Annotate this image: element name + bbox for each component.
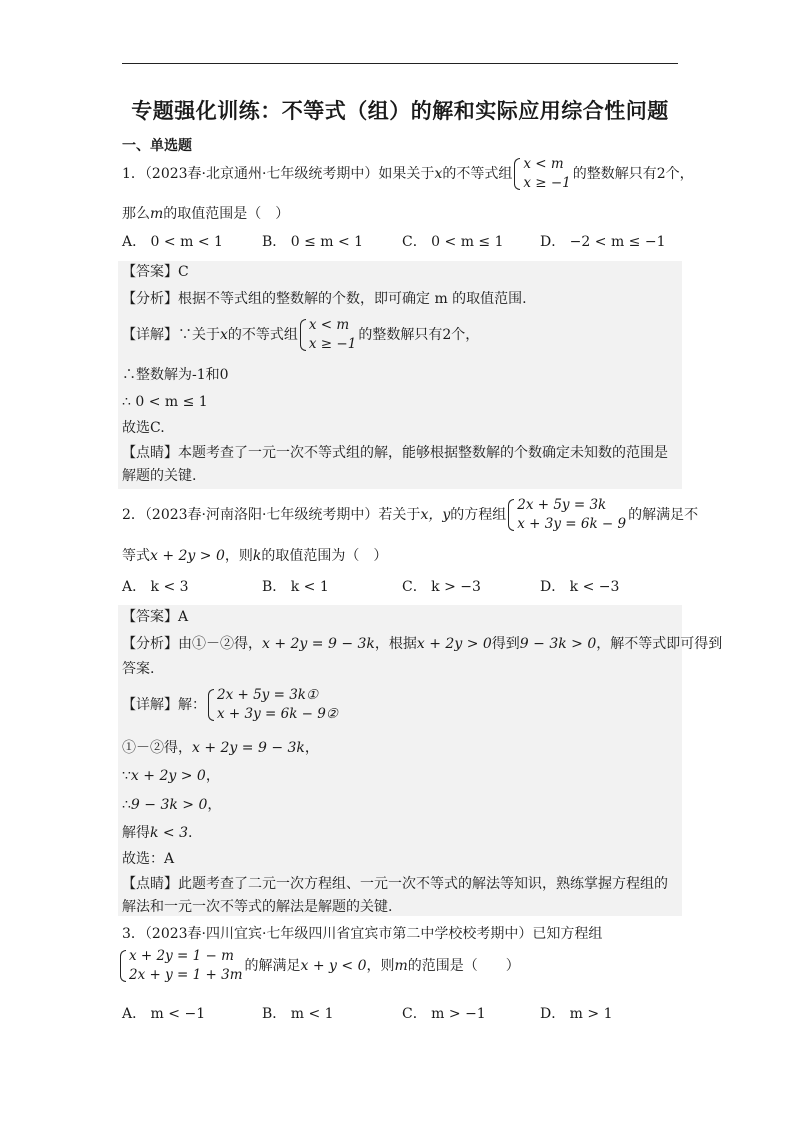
q2-expression: x + 2y > 0: [416, 636, 492, 652]
q2-detail: [122, 685, 340, 725]
q2-analysis-part: ，根据: [374, 636, 417, 652]
question-3-stem-line-2: [118, 946, 520, 986]
q2-equation-system: [508, 496, 626, 534]
q1-system-line-2: x ≥ −1: [308, 336, 357, 352]
q3-system-line-1: x + 2y = 1 − m: [129, 948, 234, 964]
q1-detail-system: [300, 316, 356, 354]
q2-analysis-line-1: [122, 634, 722, 654]
q2-step-part: ，: [207, 797, 222, 813]
q1-system-line-1: x < m: [523, 156, 564, 172]
q2-expression: 9 − 3k > 0: [130, 797, 208, 813]
q1-stem-part: 的整数解只有2个，: [572, 166, 694, 182]
q3-inequality: x + y < 0: [300, 958, 367, 974]
q2-comment-line-1: 【点睛】此题考查了二元一次方程组、一元一次不等式的解法等知识，熟练掌握方程组的: [122, 876, 668, 892]
q1-detail-part: 的整数解只有2个，: [358, 327, 480, 343]
q2-expression: x + 2y > 0: [130, 768, 206, 784]
q2-step-part: .: [188, 825, 193, 841]
question-1-stem: [122, 155, 694, 193]
q2-detail-system: [208, 686, 338, 724]
question-1-stem-line-2: [122, 204, 289, 224]
q3-option-b[interactable]: B． m < 1: [262, 1006, 334, 1022]
q1-variable: x: [220, 327, 228, 343]
q2-analysis-line-2: 答案.: [122, 661, 155, 677]
q2-inequality: x + 2y > 0: [150, 548, 225, 564]
q1-detail-part: 的不等式组: [227, 327, 298, 343]
q3-option-d[interactable]: D． m > 1: [540, 1006, 613, 1022]
q2-stem-part: ，则: [224, 548, 253, 564]
q2-stem-part: 的方程组: [450, 507, 507, 523]
q1-stem-part: 1．（2023春·北京通州·七年级统考期中）如果关于: [122, 166, 435, 182]
q2-step-part: ，: [304, 740, 319, 756]
q3-system-line-2: 2x + y = 1 + 3m: [129, 967, 243, 983]
q1-variable: x: [434, 166, 443, 182]
q2-step-1: [122, 738, 319, 758]
q1-option-b[interactable]: B． 0 ≤ m < 1: [262, 234, 364, 250]
q1-detail-part: 【详解】∵关于: [122, 327, 220, 343]
q2-expression: 9 − 3k > 0: [519, 636, 597, 652]
q2-step-part: ①－②得，: [122, 740, 192, 756]
q1-stem-part: 的不等式组: [442, 166, 513, 182]
q2-answer: 【答案】A: [122, 609, 189, 625]
q2-step-4: [122, 823, 192, 843]
q2-step-3: [122, 795, 221, 815]
q2-system-line-1: 2x + 5y = 3k: [517, 497, 607, 513]
q3-stem-part: 的范围是（ ）: [407, 958, 520, 974]
question-2-stem-line-2: [122, 546, 387, 566]
q2-expression: x + 2y = 9 − 3k: [262, 636, 375, 652]
q2-option-c[interactable]: C． k > −3: [402, 579, 481, 595]
q1-option-a[interactable]: A． 0 < m < 1: [122, 234, 223, 250]
q1-answer: 【答案】C: [122, 264, 189, 280]
q1-step-2: ∴ 0 < m ≤ 1: [122, 394, 208, 410]
q2-stem-part: 的取值范围为（ ）: [261, 548, 388, 564]
q3-variable: m: [394, 958, 408, 974]
q1-detail: [122, 316, 479, 354]
q2-analysis-part: ，解不等式即可得到: [596, 636, 723, 652]
q2-analysis-part: 【分析】由①－②得，: [122, 636, 262, 652]
q2-step-part: 解得: [122, 825, 150, 841]
q2-stem-part: 的解满足不: [628, 507, 699, 523]
q1-comment-line-1: 【点睛】本题考查了一元一次不等式组的解，能够根据整数解的个数确定未知数的范围是: [122, 445, 668, 461]
q3-stem-part: ，则: [366, 958, 395, 974]
q2-comment-line-2: 解法和一元一次不等式的解法是解题的关键.: [122, 899, 393, 915]
q2-stem-part: 2．（2023春·河南洛阳·七年级统考期中）若关于: [122, 507, 421, 523]
q2-system-line-2: x + 3y = 6k − 9: [517, 516, 627, 532]
q2-option-d[interactable]: D． k < −3: [540, 579, 620, 595]
q3-option-a[interactable]: A． m < −1: [122, 1006, 206, 1022]
section-heading: 一、单选题: [122, 138, 192, 154]
q2-detail-part: 【详解】解：: [122, 697, 206, 713]
q2-detail-system-line-1: 2x + 5y = 3k①: [217, 687, 319, 703]
q1-step-3: 故选C.: [122, 420, 165, 436]
q1-step-1: ∴整数解为-1和0: [122, 367, 229, 383]
q1-system-line-1: x < m: [308, 317, 350, 333]
q1-stem-part: 的取值范围是（ ）: [163, 206, 290, 222]
q2-variable: k: [252, 548, 262, 564]
q1-comment-line-2: 解题的关键.: [122, 468, 197, 484]
q3-equation-system: [120, 947, 243, 985]
q2-stem-part: 等式: [122, 548, 150, 564]
q1-analysis: 【分析】根据不等式组的整数解的个数，即可确定 m 的取值范围.: [122, 291, 527, 307]
q2-expression: x + 2y = 9 − 3k: [192, 740, 305, 756]
document-title: 专题强化训练：不等式（组）的解和实际应用综合性问题: [131, 99, 669, 123]
q2-detail-system-line-2: x + 3y = 6k − 9②: [217, 706, 338, 722]
q2-analysis-part: 得到: [491, 636, 520, 652]
q3-option-c[interactable]: C． m > −1: [402, 1006, 486, 1022]
q2-step-2: [122, 766, 220, 786]
q2-step-5: 故选：A: [122, 851, 175, 867]
q2-step-part: ，: [205, 768, 220, 784]
q1-inequality-system: [514, 155, 570, 193]
q2-option-a[interactable]: A． k < 3: [122, 579, 189, 595]
q2-option-b[interactable]: B． k < 1: [262, 579, 329, 595]
q2-step-part: ∴: [122, 797, 131, 813]
q1-option-c[interactable]: C． 0 < m ≤ 1: [402, 234, 504, 250]
q1-variable: m: [150, 206, 164, 222]
q1-option-d[interactable]: D． −2 < m ≤ −1: [540, 234, 666, 250]
q1-system-line-2: x ≥ −1: [523, 175, 571, 191]
header-rule: [122, 63, 678, 64]
question-2-stem: [122, 496, 698, 534]
question-3-stem: 3．（2023春·四川宜宾·七年级四川省宜宾市第二中学校校考期中）已知方程组: [122, 926, 603, 942]
q2-expression: k < 3: [150, 825, 189, 841]
q3-stem-part: 的解满足: [244, 958, 301, 974]
q2-step-part: ∵: [122, 768, 131, 784]
q2-variables: x，y: [420, 507, 451, 523]
q1-stem-part: 那么: [122, 206, 150, 222]
